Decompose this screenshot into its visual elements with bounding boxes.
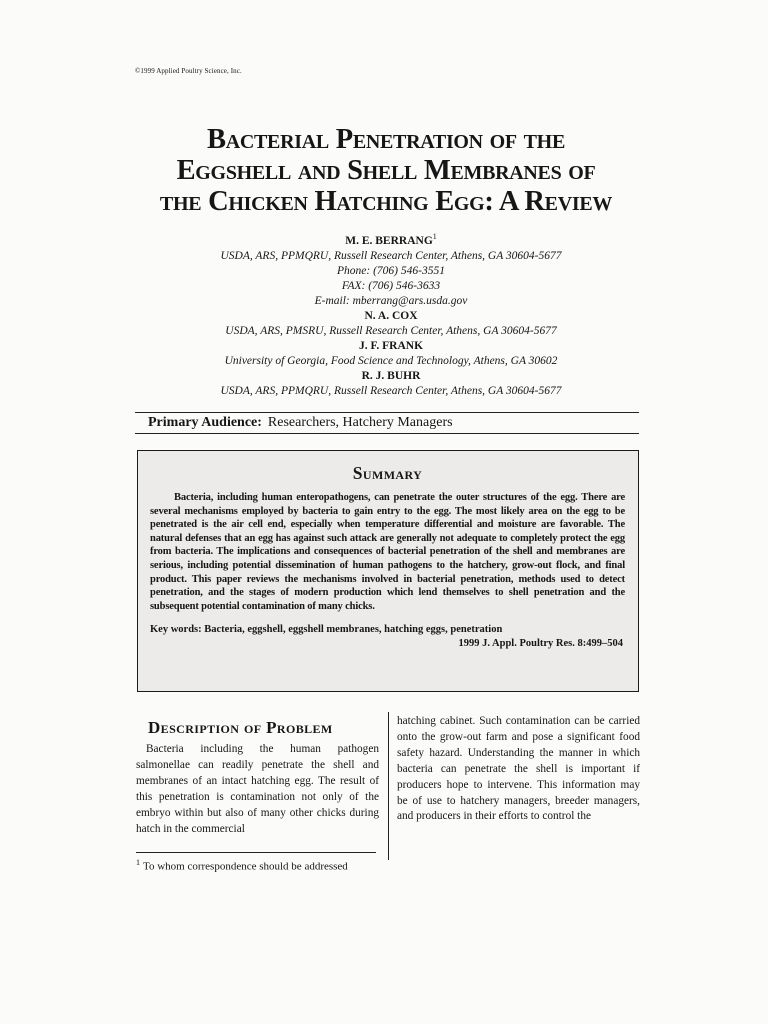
footnote-text: To whom correspondence should be addressed [143,860,348,873]
audience-top-rule [135,412,639,413]
author-name: J. F. FRANK [358,339,424,352]
author-block [130,229,652,399]
footnote [136,858,348,873]
copyright-notice: ©1999 Applied Poultry Science, Inc. [135,67,242,75]
footnote-mark: 1 [136,858,140,867]
section-heading: Description of Problem [148,718,333,737]
body-paragraph: Bacteria including the human pathogen salmonellae can readily penetrate the shell and membranes of an intact hatching egg. The result of this penetration is contamination not only of the embryo within but also of many other chicks during hatch in the commercial [136,743,379,835]
author-affiliation: USDA, ARS, PPMQRU, Russell Research Center, Athens, GA 30604-5677 [220,384,562,397]
author-phone: Phone: (706) 546-3551 [337,264,445,277]
summary-box [137,450,639,692]
left-column [136,742,379,837]
title-line: Bacterial Penetration of the [207,124,565,155]
primary-audience [148,415,453,431]
journal-citation: 1999 J. Appl. Poultry Res. 8:499–504 [458,637,623,649]
author-name: R. J. BUHR [361,369,421,382]
body-paragraph: hatching cabinet. Such contamination can be carried onto the grow-out farm and pose a significant food safety hazard. Understanding the manner in which bacteria can penetrate the shell is important if producers hope to intervene. This information may be of use to hatchery managers, breeder managers, and producers in their efforts to control the [397,715,640,823]
column-divider [388,712,389,860]
author-affiliation: USDA, ARS, PPMQRU, Russell Research Center, Athens, GA 30604-5677 [220,249,562,262]
audience-bottom-rule [135,433,639,434]
author-name: M. E. BERRANG$^1$ [345,232,437,247]
footnote-marker: 1 [432,232,437,241]
author-email: E-mail: mberrang@ars.usda.gov [314,294,468,307]
primary-audience-value: Researchers, Hatchery Managers [267,415,453,430]
summary-text: Bacteria, including human enteropathogens, can penetrate the outer structures of the egg. There are several mechanisms employed by bacteria to gain entry to the egg. The most likely area on the egg to be penetrated is the air cell end, especially when temperature differential and moisture are favorable. The natural defenses that an egg has against such attack are generally not adequate to completely protect the egg from bacteria. The implications and consequences of bacterial penetration of the shell and membranes are serious, including potential dissemination of human pathogens to the hatchery, grow-out flock, and final product. This paper reviews the mechanisms involved in bacterial penetration, methods used to detect penetration, and the stages of modern production which lend themselves to shell penetration and the subsequent potential contamination of many chicks. [150,492,625,612]
title-line: Eggshell and Shell Membranes of [176,155,596,186]
footnote-rule [136,852,376,853]
summary-heading: Summary [352,463,423,483]
title-line: the Chicken Hatching Egg: A Review [159,186,613,217]
right-column [397,714,640,825]
author-name: N. A. COX [364,309,418,322]
author-affiliation: University of Georgia, Food Science and Technology, Athens, GA 30602 [224,354,558,367]
author-fax: FAX: (706) 546-3633 [341,279,441,292]
author-affiliation: USDA, ARS, PMSRU, Russell Research Center, Athens, GA 30604-5677 [225,324,557,337]
primary-audience-label: Primary Audience: [148,415,262,430]
article-title [80,124,692,217]
keywords: Key words: Bacteria, eggshell, eggshell membranes, hatching eggs, penetration [150,624,503,636]
